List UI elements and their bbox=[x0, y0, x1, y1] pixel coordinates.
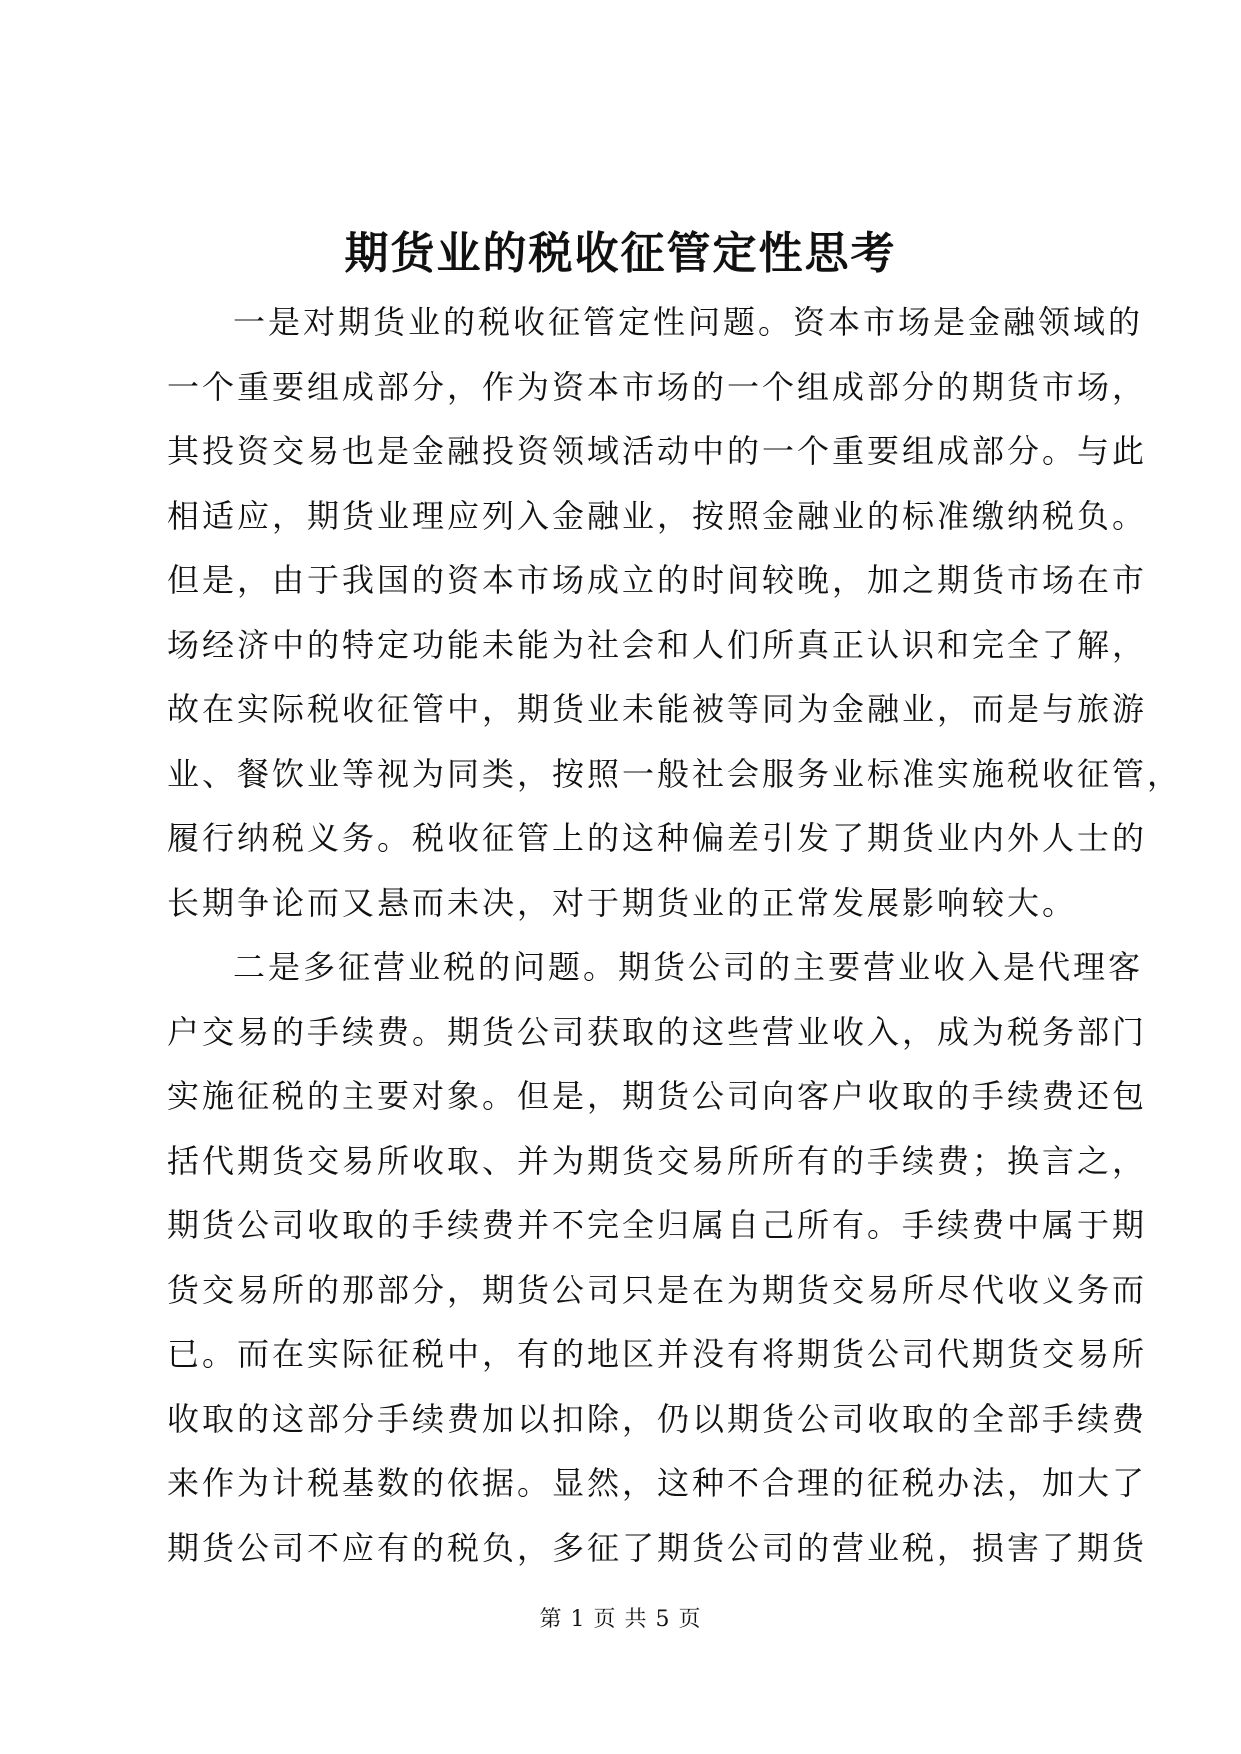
paragraph-line: 来作为计税基数的依据。显然，这种不合理的征税办法，加大了 bbox=[167, 1464, 1148, 1502]
paragraph-line: 货交易所的那部分，期货公司只是在为期货交易所尽代收义务而 bbox=[167, 1270, 1148, 1309]
paragraph-line: 实施征税的主要对象。但是，期货公司向客户收取的手续费还包 bbox=[167, 1077, 1148, 1115]
paragraph-line: 一个重要组成部分，作为资本市场的一个组成部分的期货市场， bbox=[167, 367, 1148, 406]
document-body bbox=[167, 290, 1183, 1580]
document-title: 期货业的税收征管定性思考 bbox=[344, 228, 897, 279]
paragraph-line: 其投资交易也是金融投资领域活动中的一个重要组成部分。与此 bbox=[167, 432, 1148, 470]
paragraph-line: 二是多征营业税的问题。期货公司的主要营业收入是代理客 bbox=[233, 948, 1144, 986]
paragraph-line: 相适应，期货业理应列入金融业，按照金融业的标准缴纳税负。 bbox=[167, 496, 1148, 535]
paragraph-line: 长期争论而又悬而未决，对于期货业的正常发展影响较大。 bbox=[167, 883, 1078, 922]
paragraph-line: 一是对期货业的税收征管定性问题。资本市场是金融领域的 bbox=[233, 303, 1144, 341]
paragraph-line: 履行纳税义务。税收征管上的这种偏差引发了期货业内外人士的 bbox=[167, 819, 1148, 857]
paragraph-line: 期货公司收取的手续费并不完全归属自己所有。手续费中属于期 bbox=[167, 1206, 1148, 1244]
paragraph-line: 业、餐饮业等视为同类，按照一般社会服务业标准实施税收征管， bbox=[167, 754, 1183, 793]
paragraph-line: 期货公司不应有的税负，多征了期货公司的营业税，损害了期货 bbox=[167, 1528, 1148, 1567]
paragraph-line: 收取的这部分手续费加以扣除，仍以期货公司收取的全部手续费 bbox=[167, 1399, 1148, 1438]
page-number-footer: 第 1 页 共 5 页 bbox=[539, 1607, 702, 1632]
paragraph-line: 故在实际税收征管中，期货业未能被等同为金融业，而是与旅游 bbox=[167, 690, 1148, 728]
paragraph-line: 已。而在实际征税中，有的地区并没有将期货公司代期货交易所 bbox=[167, 1335, 1148, 1373]
paragraph-line: 但是，由于我国的资本市场成立的时间较晚，加之期货市场在市 bbox=[167, 561, 1148, 599]
paragraph-line: 括代期货交易所收取、并为期货交易所所有的手续费；换言之， bbox=[167, 1141, 1148, 1180]
paragraph-line: 户交易的手续费。期货公司获取的这些营业收入，成为税务部门 bbox=[167, 1012, 1148, 1051]
paragraph-line: 场经济中的特定功能未能为社会和人们所真正认识和完全了解， bbox=[167, 625, 1148, 664]
